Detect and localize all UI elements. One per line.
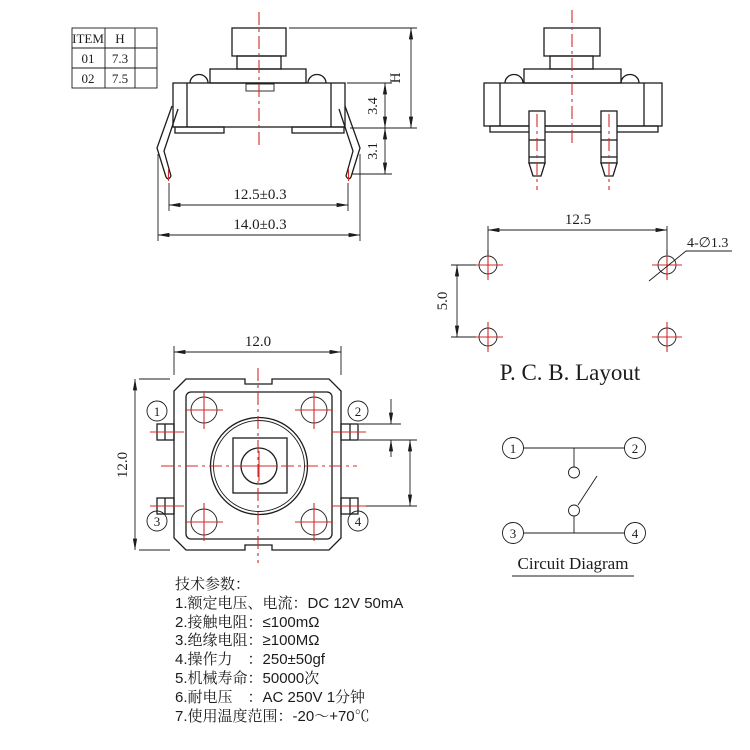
hole-callout: 4-∅1.3 <box>687 236 729 251</box>
spec-line-1: 1.额定电压、电流：DC 12V 50mA <box>175 595 404 612</box>
tech-specs <box>175 576 403 725</box>
table-cell-h-7-3: 7.3 <box>111 51 129 66</box>
specs-title: 技术参数： <box>175 576 251 593</box>
body-notch <box>246 84 274 91</box>
top-view-dimensions <box>115 334 417 550</box>
base-plate <box>490 126 658 132</box>
dim-lead-span: 12.5±0.3 <box>233 187 287 203</box>
pin-number: 1 <box>153 404 161 419</box>
side-view <box>484 10 662 190</box>
circuit-pin-3 <box>503 523 524 544</box>
cover-flange <box>210 69 306 83</box>
pcb-layout <box>435 212 732 385</box>
dim-total-height: H <box>388 72 404 84</box>
pin-number: 1 <box>509 441 517 456</box>
spec-line-6: 6.耐电压 ：AC 250V 1分钟 <box>175 689 366 706</box>
hole-callout-leader <box>649 251 732 281</box>
circuit-pin-2 <box>625 438 646 459</box>
top-view <box>147 368 368 563</box>
pin-number: 4 <box>631 526 639 541</box>
contact-lower <box>569 505 580 516</box>
pin-number: 2 <box>631 441 639 456</box>
switch-body <box>484 83 662 126</box>
spec-line-7: 7.使用温度范围：-20～+70℃ <box>175 708 370 725</box>
table-cell-item-02: 02 <box>81 71 95 86</box>
contact-upper <box>569 467 580 478</box>
item-height-table <box>72 28 157 88</box>
dim-height: 12.0 <box>115 451 131 479</box>
dim-hole-pitch-x: 12.5 <box>564 212 592 228</box>
bent-lead-right <box>345 106 360 177</box>
pin-number: 4 <box>354 514 362 529</box>
pin-marker-3 <box>147 511 167 531</box>
dim-overall-width: 14.0±0.3 <box>233 217 287 233</box>
dim-lead-length: 3.1 <box>366 142 381 160</box>
spec-line-4: 4.操作力 ：250±50gf <box>175 651 325 668</box>
cover-bump-right <box>621 75 639 84</box>
pin-marker-1 <box>147 401 167 421</box>
spec-line-2: 2.接触电阻：≤100mΩ <box>175 614 320 631</box>
circuit-diagram <box>503 438 646 577</box>
dim-width: 12.0 <box>244 334 272 350</box>
circuit-diagram-title: Circuit Diagram <box>517 554 629 573</box>
table-cell-item-01: 01 <box>81 51 95 66</box>
hole-crosshairs <box>473 250 682 352</box>
switch-arm <box>578 476 597 505</box>
circuit-pin-1 <box>503 438 524 459</box>
pin-marker-4 <box>348 511 368 531</box>
pin-number: 3 <box>509 526 517 541</box>
bent-lead-left <box>157 106 172 177</box>
cover-bump-left <box>505 75 523 84</box>
table-header-h: H <box>115 31 125 46</box>
dim-hole-pitch-y: 5.0 <box>435 291 451 311</box>
pin-number: 2 <box>354 404 362 419</box>
circuit-pin-4 <box>625 523 646 544</box>
dim-body-height: 3.4 <box>366 97 381 115</box>
cover-bump-left <box>190 75 208 84</box>
cover-bump-right <box>308 75 326 84</box>
spec-line-3: 3.绝缘电阻：≥100MΩ <box>175 632 320 649</box>
pin-marker-2 <box>348 401 368 421</box>
front-view-dimensions <box>158 28 417 241</box>
foot-right <box>292 127 344 133</box>
spec-line-5: 5.机械寿命：50000次 <box>175 670 320 687</box>
table-cell-h-7-5: 7.5 <box>111 71 129 86</box>
pcb-layout-title: P. C. B. Layout <box>499 360 641 385</box>
front-view <box>157 12 360 181</box>
pin-number: 3 <box>153 514 161 529</box>
table-header-item: ITEM <box>72 31 104 46</box>
foot-left <box>175 127 224 133</box>
